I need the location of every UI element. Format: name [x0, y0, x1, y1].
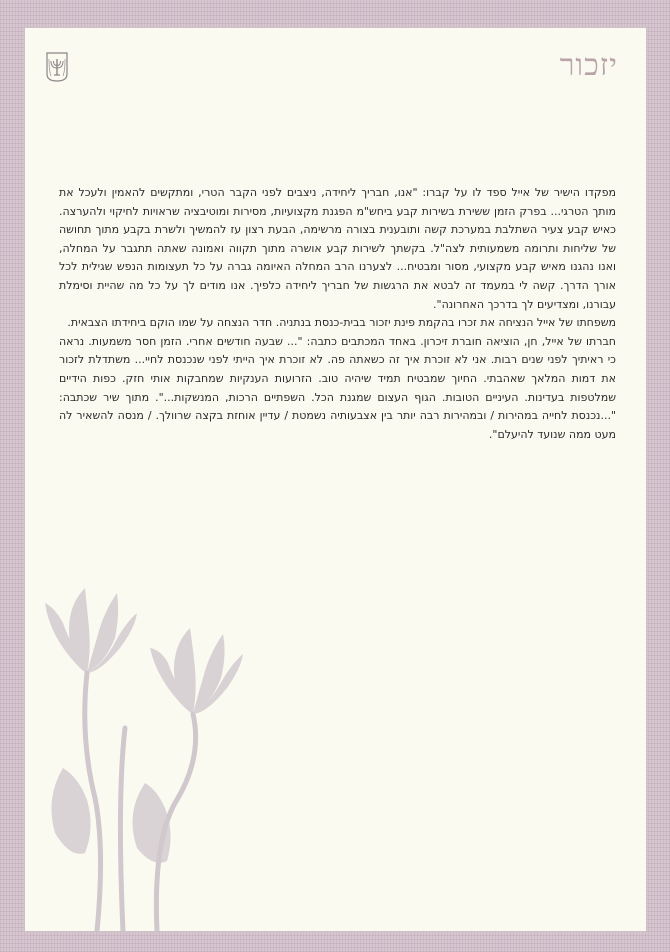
- page-title: יזכור: [559, 48, 618, 83]
- state-emblem-icon: [46, 52, 68, 82]
- paragraph-girlfriend-letter: חברתו של אייל, חן, הוציאה חוברת זיכרון. באחד המכתבים כתבה: "... שבעה חודשים אחרי. הזמן חסר משמעות. נראה כי ראיתיך לפני שנים רבות. אני לא זוכרת איך זה כשאתה פה. לא זוכרת איך הייתי לפני שנכנסת לחיי... משתדלת לזכור את דמות המלאך שאהבתי. החיוך שמבטיח תמיד שיהיה טוב. הזרועות הענקיות שמחבקות אותי חזק. כפות הידיים שמלטפות בעדינות. העיניים הטובות. הגוף העצום שמגנת הכל. השפתיים הרכות, המנשקות...". מתוך שיר שכתבה: "...נכנסת לחייה במהירות / ובמהירות רבה יותר בין אצבעותיה נשמטת / עדיין אוחזת בקצה שרוולך. / מנסה להשאיר לה מעט ממה שנועד להיעלם".: [59, 334, 616, 441]
- paragraph-commemoration: משפחתו של אייל הנציחה את זכרו בהקמת פינת יזכור בבית-כנסת בנתניה. חדר הנצחה על שמו הוקם ביחידתו הצבאית.: [67, 316, 616, 330]
- cyclamen-flowers-illustration: [25, 568, 646, 931]
- memorial-page: [25, 28, 646, 931]
- paragraph-commander-eulogy: מפקדו הישיר של אייל ספד לו על קברו: "אנו, חבריך ליחידה, ניצבים לפני הקבר הטרי, ומתקשים להאמין ולעכל את מותך הטרגי... בפרק הזמן ששירת בשירות קבע ביחש"מ הפגנת מקצועיות, מסירות ומוטיבציה שראויות לחיקוי ולהערצה. כאיש קבע צעיר השתלבת במערכת קשה ותובענית בצורה מרשימה, הבעת רצון עז להמשיך ולשרת בקבע מתוך תחושה של שליחות ותרומה משמעותית לצה"ל. בקשתך לשירות קבע אושרה מתוך תקווה ואמונה שאתה תתגבר על המחלה, ואנו נהגנו מאיש קבע מקצועי, מסור ומבטיח... לצערנו הרב המחלה האיומה גברה על כל תעצומות הנפש שגילית לכל אורך הדרך. קשה לי במעמד זה לבטא את הרגשות של חבריך ליחידה כלפיך. אנו מודים לך על כל מה שהיית וסימלת עבורנו, ומצדיעים לך בדרכך האחרונה".: [59, 186, 616, 311]
- memorial-text: [59, 184, 616, 444]
